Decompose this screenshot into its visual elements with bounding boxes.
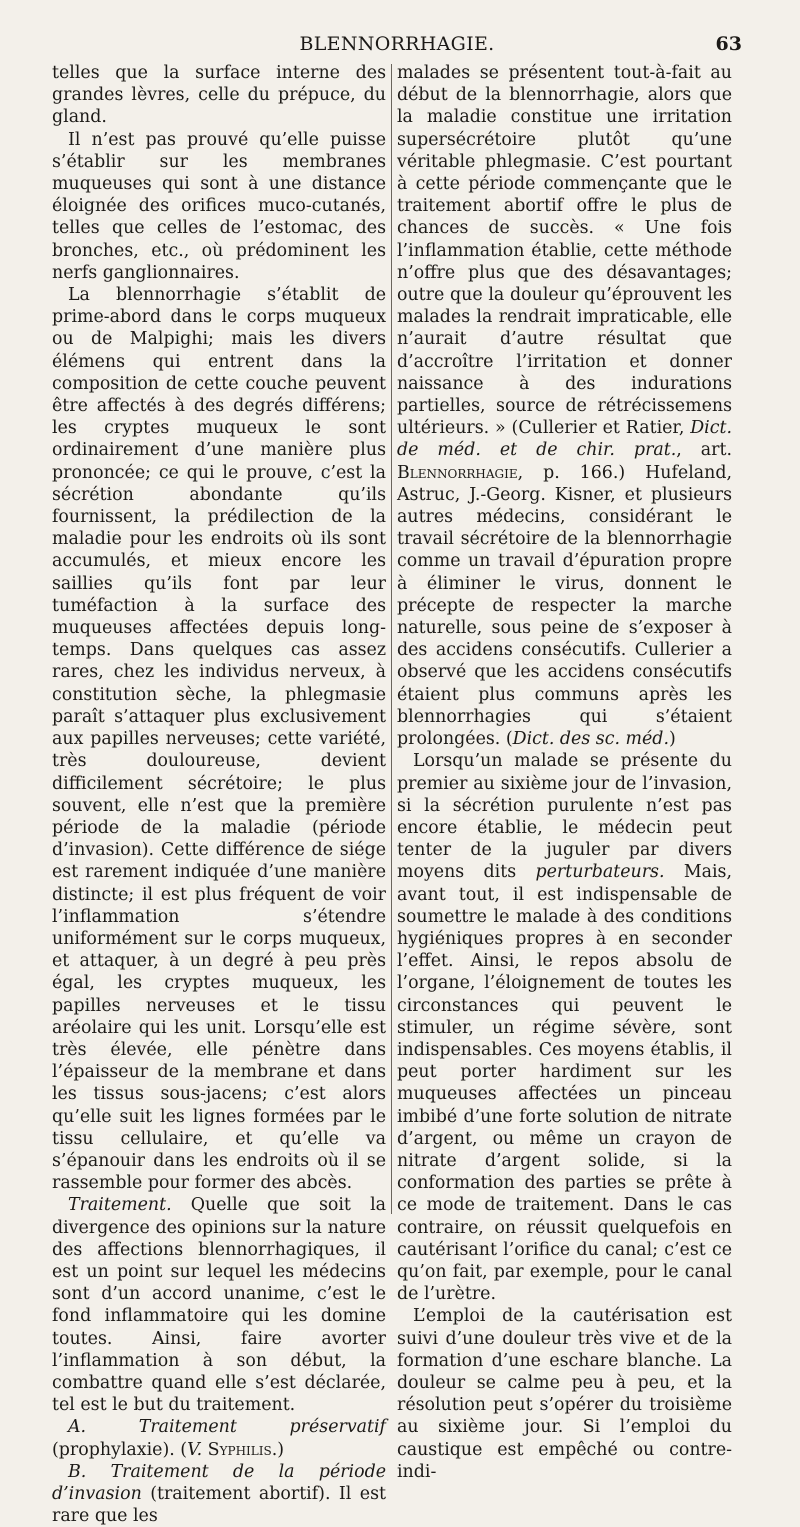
paragraph-text: Quelle que soit la divergence des opinions sur la nature des affections blennorrhagiques, il est un point sur lequel les médecins sont d’un accord unanime, c’est le fond inflammatoire qui les domine toutes. Ainsi, faire avorter l’inflammation à son début, la combattre quand elle s’est déclarée, tel est le but du traitement. (52, 1195, 386, 1416)
paragraph: Il n’est pas prouvé qu’elle puisse s’établir sur les membranes muqueuses qui sont à une distance éloignée des orifices muco-cutanés, telles que celles de l’estomac, des bronches, etc., où prédominent les nerfs ganglionnaires. (52, 129, 386, 283)
paragraph-text: Mais, avant tout, il est indispensable de soumettre le malade à des conditions hygiéniques propres à en seconder l’effet. Ainsi, le repos absolu de l’organe, l’éloignement de toutes les circonstances qui peuvent le stimuler, un régime sévère, sont indispensables. Ces moyens établis, il peut porter hardiment sur les muqueuses affectées un pinceau imbibé d’une forte solution de nitrate d’argent, ou même un crayon de nitrate d’argent solide, si la conformation des parties se prête à ce mode de traitement. Dans le cas contraire, on réussit quelquefois en cautérisant l’orifice du canal; c’est ce qu’on fait, par exemple, pour le canal de l’urètre. (397, 862, 733, 1305)
paragraph-text: Lorsqu’un malade se présente du premier au sixième jour de l’invasion, si la sécrétion purulente n’est pas encore établie, le médecin peut tenter de la juguler par divers moyens dits (397, 751, 732, 883)
paragraph-text: .) (271, 1439, 285, 1460)
subsection-heading: B. Traitement de la période d’invasion (52, 1461, 386, 1504)
page-header (52, 33, 742, 59)
cross-reference-word: Syphilis (207, 1439, 272, 1460)
paragraph-traitement (52, 1194, 386, 1416)
page-number: 63 (715, 33, 742, 55)
left-column (52, 62, 386, 1527)
emphasis: perturbateurs. (535, 862, 665, 883)
article-reference: Blennorrhagie (397, 462, 518, 483)
paragraph-text: , art. (676, 440, 732, 461)
column-divider (391, 64, 392, 1214)
paragraph (397, 750, 732, 1305)
paragraph-text: ) (668, 729, 676, 750)
subsection-heading: A. Traitement préservatif (68, 1417, 386, 1438)
right-column (397, 62, 732, 1483)
paragraph: L’emploi de la cautérisation est suivi d’une douleur très vive et de la formation d’une eschare blanche. La douleur se calme peu à peu, et la résolution peut s’opérer du troisième au sixième jour. Si l’emploi du caustique est empêché ou contre-indi- (397, 1306, 732, 1482)
paragraph-invasion (52, 1461, 386, 1527)
citation: Dict. des sc. méd. (512, 729, 669, 750)
section-heading: Traitement. (68, 1195, 172, 1216)
running-title: BLENNORRHAGIE. (299, 33, 495, 55)
paragraph: La blennorrhagie s’établit de prime-abord dans le corps muqueux ou de Malpighi; mais les divers élémens qui entrent dans la composition de cette couche peuvent être affectés à des degrés différens; les cryptes muqueux le sont ordinairement d’une manière plus prononcée; ce qui le prouve, c’est la sécrétion abondante qu’ils fournissent, la prédilection de la maladie pour les endroits où ils sont accumulés, et mieux encore les saillies qu’ils font par leur tuméfaction à la surface des muqueuses affectées depuis long-temps. Dans quelques cas assez rares, chez les individus nerveux, à constitution sèche, la phlegmasie paraît s’attaquer plus exclusivement aux papilles nerveuses; cette variété, très douloureuse, devient difficilement sécrétoire; le plus souvent, elle n’est que la première période de la maladie (période d’invasion). Cette différence de siége est rarement indiquée d’une manière distincte; il est plus fréquent de voir l’inflammation s’étendre uniformément sur le corps muqueux, et attaquer, à un degré à peu près égal, les cryptes muqueux, les papilles nerveuses et le tissu aréolaire qui les unit. Lorsqu’elle est très élevée, elle pénètre dans l’épaisseur de la membrane et dans les tissus sous-jacens; c’est alors qu’elle suit les lignes formées par le tissu cellulaire, et qu’elle va s’épanouir dans les endroits où il se rassemble pour former des abcès. (52, 285, 386, 1194)
cross-reference-marker: V. (187, 1439, 203, 1460)
citation: Dict. de méd. et de chir. prat. (397, 418, 732, 461)
paragraph-preservatif (52, 1416, 386, 1460)
paragraph: telles que la surface interne des grandes lèvres, celle du prépuce, du gland. (52, 63, 386, 128)
paragraph-text: , p. 166.) Hufeland, Astruc, J.-Georg. Kisner, et plusieurs autres médecins, considérant le travail sécrétoire de la blennorrhagie comme un travail d’épuration propre à éliminer le virus, donnent le précepte de respecter la marche naturelle, sous peine de s’exposer à des accidens consécutifs. Cullerier a observé que les accidens consécutifs étaient plus communs après les blennorrhagies qui s’étaient prolongées. ( (397, 462, 732, 750)
paragraph-text: malades se présentent tout-à-fait au début de la blennorrhagie, alors que la maladie constitue une irritation supersécrétoire plutôt qu’une véritable phlegmasie. C’est pourtant à cette période commençante que le traitement abortif offre le plus de chances de succès. « Une fois l’inflammation établie, cette méthode n’offre plus que des désavantages; outre que la douleur qu’éprouvent les malades la rendrait impraticable, elle n’aurait d’autre résultat que d’accroître l’irritation et donner naissance à des indurations partielles, source de rétrécissemens ultérieurs. » (Cullerier et Ratier, (397, 63, 732, 439)
paragraph-text: (prophylaxie). ( (52, 1439, 188, 1460)
paragraph-text: (traitement abortif). Il est rare que les (52, 1484, 386, 1527)
paragraph (397, 62, 732, 750)
